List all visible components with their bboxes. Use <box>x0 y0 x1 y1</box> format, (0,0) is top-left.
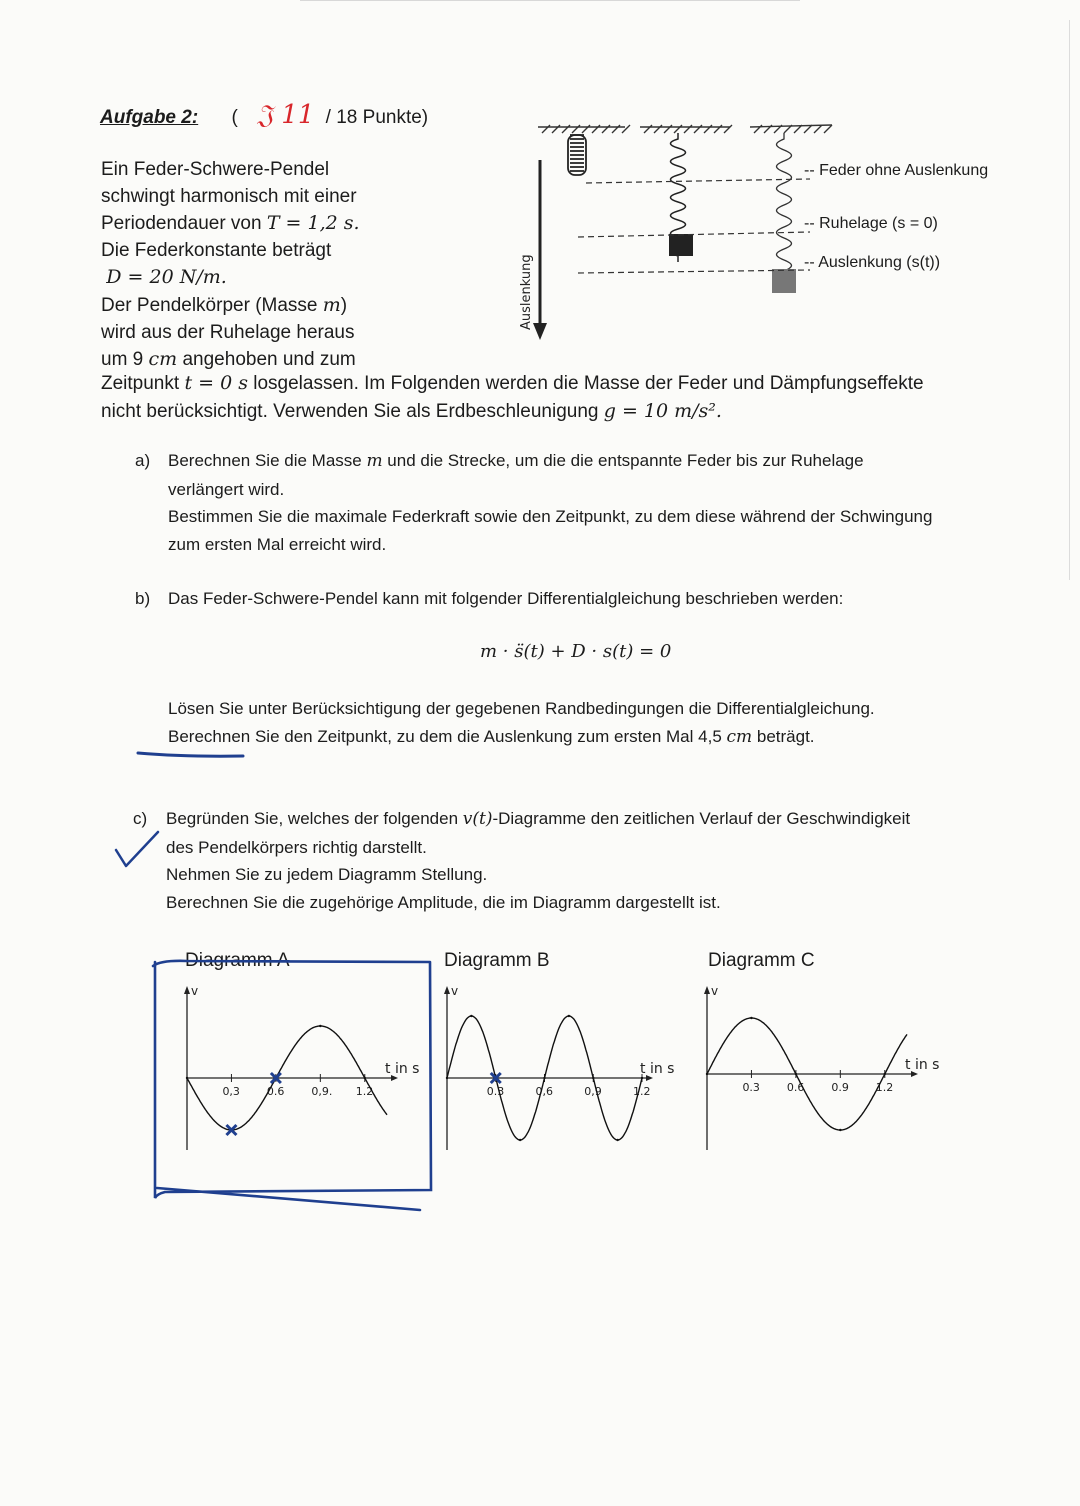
task-line: des Pendelkörpers richtig darstellt. <box>166 837 427 857</box>
spring-displaced <box>777 133 792 278</box>
data-point <box>519 1139 521 1141</box>
displacement-axis-arrow <box>533 160 547 340</box>
blue-underline-mark <box>135 745 250 765</box>
data-point <box>884 1073 886 1075</box>
task-letter: a) <box>135 451 151 470</box>
x-tick-label: 1.2 <box>633 1085 651 1098</box>
x-tick-label: 0.9 <box>831 1081 849 1094</box>
y-axis-label: v <box>711 984 719 998</box>
x-tick-label: 0.6 <box>786 1081 805 1094</box>
y-axis-label: v <box>451 984 459 998</box>
x-tick-label: 0.6 <box>266 1085 285 1098</box>
task-a <box>135 447 1015 562</box>
data-point <box>616 1139 618 1141</box>
x-tick-label: 0,9. <box>311 1085 333 1098</box>
task-line: Bestimmen Sie die maximale Federkraft sowie den Zeitpunkt, zu dem diese während der Schwingung <box>168 507 933 526</box>
task-line: Berechnen Sie die zugehörige Amplitude, die im Diagramm dargestellt ist. <box>166 892 721 912</box>
score-glyph: 𝔍 <box>257 100 274 130</box>
task-letter: c) <box>133 809 148 828</box>
intro-line: D = 20 N/m. <box>106 266 227 289</box>
data-point <box>706 1073 708 1075</box>
task-b <box>135 585 1015 615</box>
intro-line: Zeitpunkt t = 0 s losgelassen. Im Folgenden werden die Masse der Feder und Dämpfungseffekte <box>101 372 924 394</box>
task-line: Nehmen Sie zu jedem Diagramm Stellung. <box>166 865 488 884</box>
data-point <box>839 1129 841 1131</box>
diagram-a-title: Diagramm A <box>185 950 290 971</box>
data-point <box>470 1015 472 1017</box>
handwritten-score: 𝔍 11 <box>257 100 315 130</box>
intro-line: Periodendauer von T = 1,2 s. <box>101 212 360 235</box>
data-point <box>592 1077 594 1079</box>
x-tick-label: 0.3 <box>742 1081 760 1094</box>
pendulum-mass-displaced <box>772 269 796 293</box>
data-point <box>641 1077 643 1079</box>
x-axis-label: t in s <box>905 1057 940 1073</box>
task-line: Berechnen Sie den Zeitpunkt, zu dem die Auslenkung zum ersten Mal 4,5 cm beträgt. <box>168 726 815 747</box>
x-tick-label: 1.2 <box>355 1085 374 1098</box>
data-point <box>795 1073 797 1075</box>
x-tick-label: 1.2 <box>875 1081 894 1094</box>
task-header <box>100 100 428 131</box>
intro-line: um 9 cm angehoben und zum <box>101 348 356 371</box>
page-edge <box>300 0 800 1</box>
task-line: Berechnen Sie die Masse m und die Strecke, um die die entspannte Feder bis zur Ruhelage <box>168 451 864 471</box>
blue-selection-box <box>145 948 445 1218</box>
y-axis-label: v <box>191 984 199 998</box>
differential-equation: m · s̈(t) + D · s(t) = 0 <box>480 641 672 662</box>
open-paren: ( <box>231 107 238 128</box>
intro-line: wird aus der Ruhelage heraus <box>101 321 355 343</box>
displacement-axis-label: Auslenkung <box>519 254 534 330</box>
check-mark <box>112 828 162 873</box>
ceiling-hatch <box>538 125 832 133</box>
x-tick-label: 0,9 <box>584 1085 602 1098</box>
intro-text-continued <box>101 370 1001 425</box>
task-line: zum ersten Mal erreicht wird. <box>168 534 387 554</box>
task-body <box>166 805 996 916</box>
diagram-b-chart <box>437 978 687 1158</box>
task-c <box>133 805 1013 920</box>
label-rest: -- Ruhelage (s = 0) <box>804 215 938 232</box>
data-point <box>543 1077 545 1079</box>
task-line: Begründen Sie, welches der folgenden v(t)-Diagramme den zeitlichen Verlauf der Geschwindigkeit <box>166 809 911 829</box>
task-b-continued <box>168 695 1028 751</box>
task-body <box>168 447 998 558</box>
spring-unloaded <box>568 135 586 175</box>
diagram-b-title: Diagramm B <box>444 950 550 971</box>
data-point <box>750 1017 752 1019</box>
pendulum-mass-rest <box>669 234 693 256</box>
diagram-c-title: Diagramm C <box>708 950 815 971</box>
intro-line: Die Federkonstante beträgt <box>101 239 332 261</box>
data-point <box>446 1077 448 1079</box>
task-line: verlängert wird. <box>168 479 285 499</box>
label-unloaded: -- Feder ohne Auslenkung <box>804 162 989 179</box>
diagram-c-chart <box>695 978 955 1158</box>
task-line: Das Feder-Schwere-Pendel kann mit folgender Differentialgleichung beschrieben werden: <box>168 589 844 608</box>
x-tick-label: 0.3 <box>486 1085 505 1098</box>
points-total: / 18 Punkte) <box>325 107 429 128</box>
x-axis-label: t in s <box>640 1061 675 1077</box>
intro-text <box>101 157 521 374</box>
x-tick-label: 0,6 <box>535 1085 553 1098</box>
x-tick-label: 0,3 <box>222 1085 240 1098</box>
task-title: Aufgabe 2: <box>100 107 199 128</box>
intro-line: nicht berücksichtigt. Verwenden Sie als Erdbeschleunigung g = 10 m/s². <box>101 399 722 422</box>
intro-line: schwingt harmonisch mit einer <box>101 185 357 207</box>
task-letter: b) <box>135 589 151 608</box>
dashed-guides <box>578 179 810 273</box>
intro-line: Der Pendelkörper (Masse m) <box>101 293 348 316</box>
page-edge <box>1069 20 1070 580</box>
task-line: Lösen Sie unter Berücksichtigung der gegebenen Randbedingungen die Differentialgleichung. <box>168 699 875 718</box>
x-axis-label: t in s <box>385 1061 420 1077</box>
y-axis-arrow <box>704 986 710 994</box>
label-displacement: -- Auslenkung (s(t)) <box>804 254 941 271</box>
data-point <box>568 1015 570 1017</box>
intro-line: Ein Feder-Schwere-Pendel <box>101 159 330 180</box>
